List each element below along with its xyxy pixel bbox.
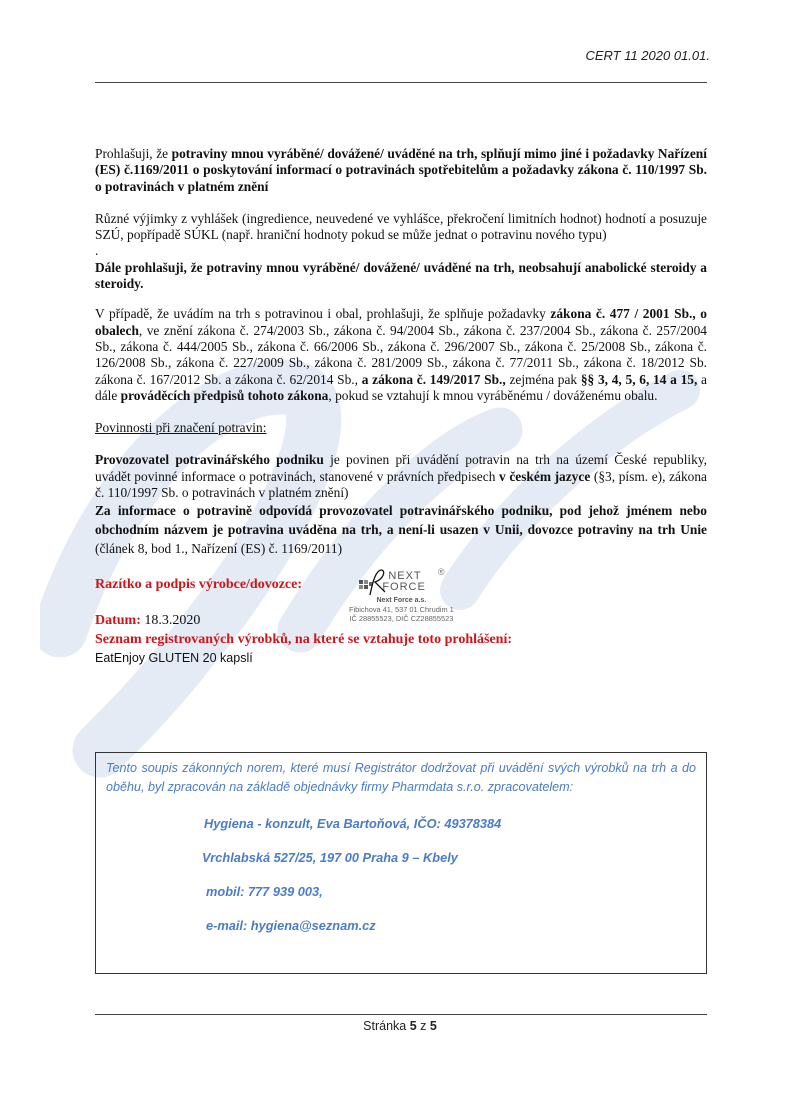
page-number: Stránka 5 z 5 (363, 1019, 437, 1033)
date-label: Datum: (95, 613, 141, 629)
processor-name: Hygiena - konzult, Eva Bartoňová, IČO: 49378384 (204, 816, 502, 831)
logo-line-1: NEXT (388, 570, 422, 583)
stamp-company: Next Force a.s. (376, 597, 427, 605)
stamp-ids: IČ 28855523, DIČ CZ28855523 (349, 614, 454, 624)
paragraph-compliance: Prohlašuji, že potraviny mnou vyráběné/ dovážené/ uváděné na trh, splňují mimo jiné i požadavky Nařízení (ES) č.1169/2011 o poskytování informací o potravinách spotřebitelům a požadavky zákona č. 110/1997 Sb. o potravinách v platném znění (95, 146, 707, 194)
header-divider (95, 82, 707, 83)
stamp-logo-row (358, 568, 444, 596)
section-heading: Povinnosti při značení potravin: (95, 420, 267, 436)
paragraph-exceptions: Různé výjimky z vyhlášek (ingredience, neuvedené ve vyhlášce, překročení limitních hodnot) hodnotí a posuzuje SZÚ, popřípadě SÚKL (např. hraniční hodnoty pokud se může jednat o potravinu nového typu) (95, 210, 707, 243)
product-item: EatEnjoy GLUTEN 20 kapslí (95, 651, 253, 666)
document-body (95, 146, 707, 666)
processor-address: Vrchlabská 527/25, 197 00 Praha 9 – Kbely (202, 850, 458, 865)
paragraph-packaging: V případě, že uvádím na trh s potravinou i obal, prohlašuji, že splňuje požadavky zákona č. 477 / 2001 Sb., o obalech, ve znění zákona č. 274/2003 Sb., zákona č. 94/2004 Sb., zákona č. 237/2004 Sb., zákona č. 257/2004 Sb., zákona č. 444/2005 Sb., zákona č. 66/2006 Sb., zákona č. 296/2007 Sb., zákona č. 25/2008 Sb., zákona č. 126/2008 Sb., zákona č. 227/2009 Sb., zákona č. 281/2009 Sb., zákona č. 77/2011 Sb., zákona č. 18/2012 Sb. zákona č. 167/2012 Sb. a zákona č. 62/2014 Sb., a zákona č. 149/2017 Sb., zejména pak §§ 3, 4, 5, 6, 14 a 15, a dále prováděcích předpisů tohoto zákona, pokud se vztahují k mnou vyráběnému / dováženému obalu. (95, 306, 707, 403)
date-value: 18.3.2020 (144, 613, 201, 629)
processor-email[interactable]: e-mail: hygiena@seznam.cz (206, 918, 376, 933)
signature-label: Razítko a podpis výrobce/dovozce: (95, 577, 303, 593)
stamp-address: Fibichova 41, 537 01 Chrudim 1 (349, 605, 454, 615)
signature-labels (95, 568, 345, 630)
company-stamp (349, 568, 454, 623)
date-row (95, 612, 345, 630)
info-intro: Tento soupis zákonných norem, které musí Registrátor dodržovat při uvádění svých výrobků na trh a do oběhu, byl zpracován na základě objednávky firmy Pharmdata s.r.o. zpracovatelem: (106, 761, 696, 794)
paragraph-responsibility: Za informace o potravině odpovídá provozovatel potravinářského podniku, pod jehož jménem nebo obchodním názvem je potravina uváděna na trh, a není-li usazen v Unii, dovozce potraviny na trh Unie (článek 8, bod 1., Nařízení (ES) č. 1169/2011) (95, 503, 707, 557)
processor-mobile: mobil: 777 939 003, (206, 884, 323, 899)
paragraph-dot: . (95, 243, 99, 259)
document-reference: CERT 11 2020 01.01. (585, 48, 710, 63)
processor-info-box (95, 752, 707, 974)
paragraph-operator-duty: Provozovatel potravinářského podniku je povinen při uvádění potravin na trh na území České republiky, uvádět povinné informace o potravinách, stanovené v právních předpisech v českém jazyce (§3, písm. e), zákona č. 110/1997 Sb. o potravinách v platném znění) (95, 452, 708, 501)
paragraph-steroids: Dále prohlašuji, že potraviny mnou vyráběné/ dovážené/ uváděné na trh, neobsahují anabolické steroidy a steroidy. (95, 259, 707, 292)
signature-block (95, 568, 707, 630)
registered-mark: ® (437, 567, 445, 578)
logo-line-2: FORCE (382, 581, 426, 594)
products-heading: Seznam registrovaných výrobků, na které se vztahuje toto prohlášení: (95, 632, 513, 648)
stamp-logo-text (382, 570, 426, 594)
footer-divider (95, 1014, 707, 1015)
